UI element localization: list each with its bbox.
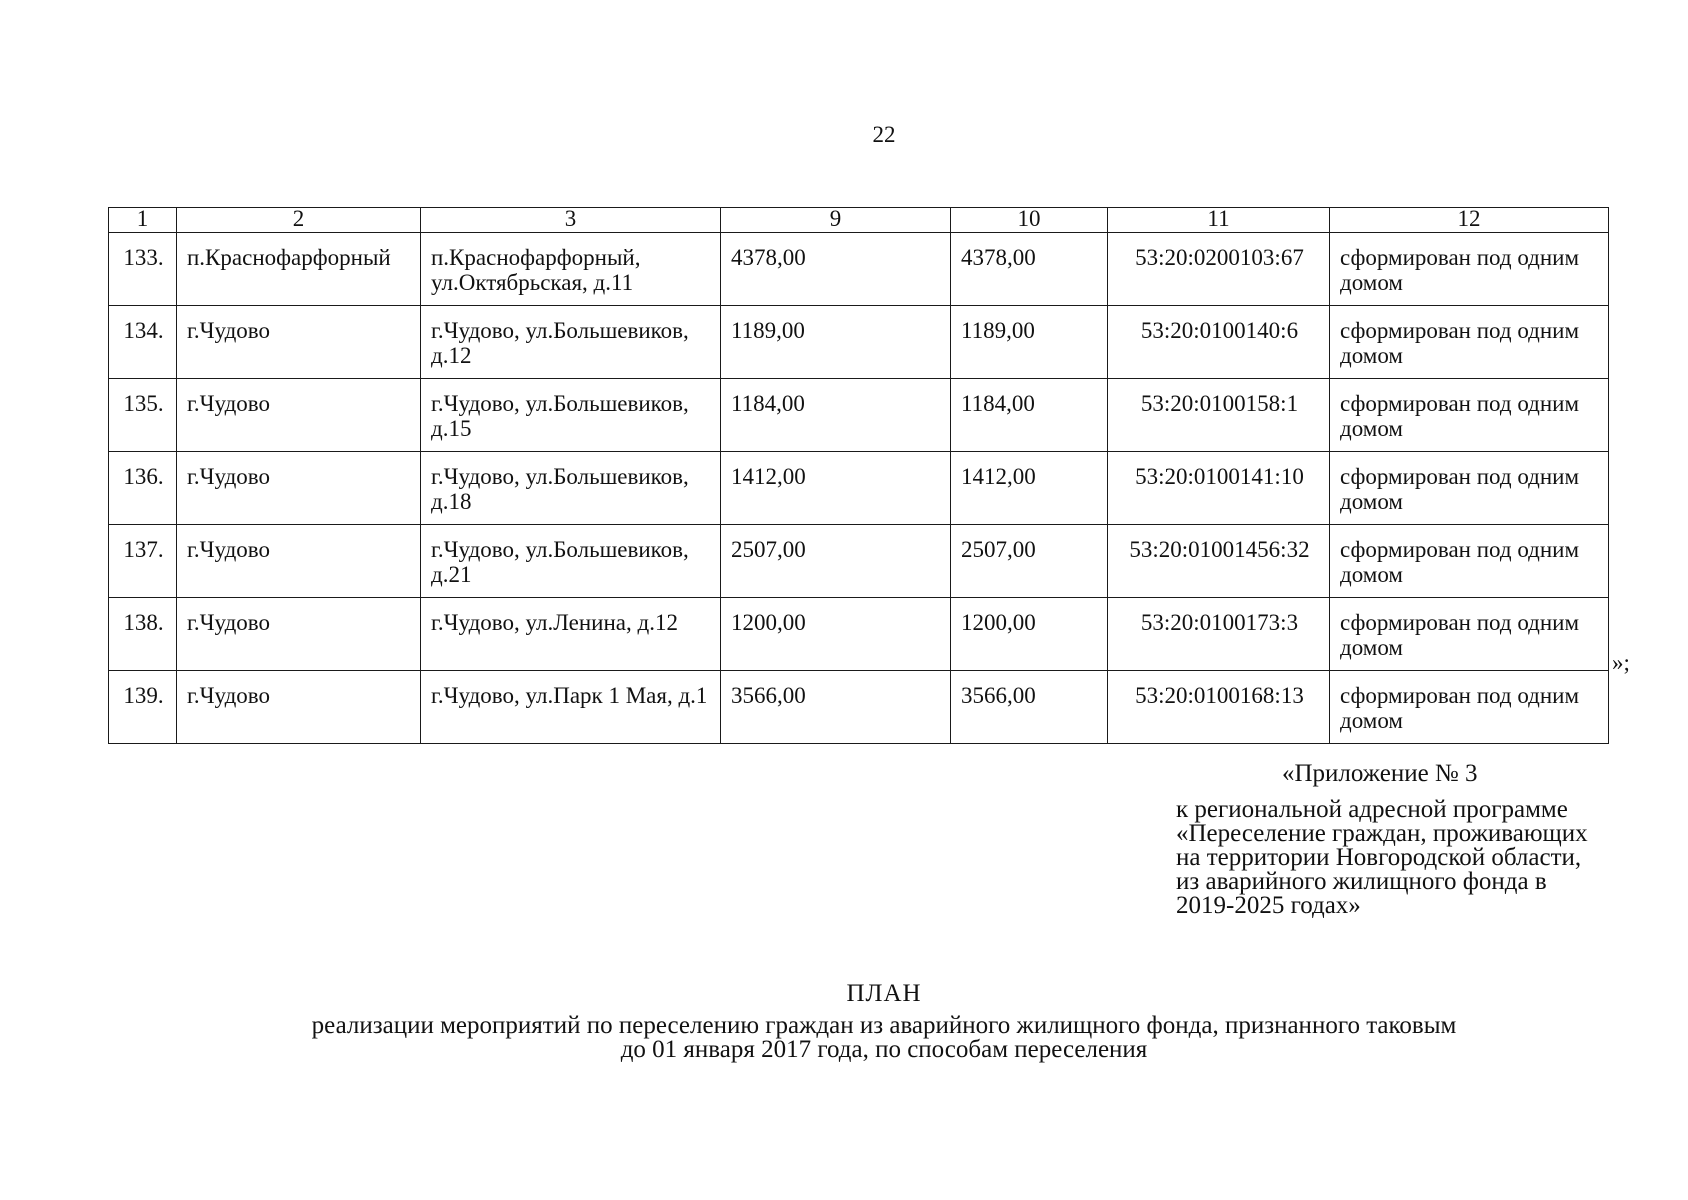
cadastral-number-cell: 53:20:0100140:6 bbox=[1108, 306, 1330, 379]
col9-cell: 3566,00 bbox=[721, 671, 951, 744]
appendix-line: к региональной адресной программе bbox=[1176, 796, 1568, 823]
page-number: 22 bbox=[872, 122, 896, 147]
cadastral-number-cell: 53:20:0200103:67 bbox=[1108, 233, 1330, 306]
status-cell: сформирован под одним домом bbox=[1330, 379, 1609, 452]
cadastral-number-cell: 53:20:0100141:10 bbox=[1108, 452, 1330, 525]
address-cell: п.Краснофарфорный, ул.Октябрьская, д.11 bbox=[421, 233, 721, 306]
cadastral-number-cell: 53:20:0100173:3 bbox=[1108, 598, 1330, 671]
col9-cell: 1189,00 bbox=[721, 306, 951, 379]
col9-cell: 1184,00 bbox=[721, 379, 951, 452]
col10-cell: 2507,00 bbox=[951, 525, 1108, 598]
status-cell: сформирован под одним домом bbox=[1330, 233, 1609, 306]
table-row bbox=[109, 598, 1609, 671]
column-header: 1 bbox=[109, 208, 177, 233]
row-number: 138. bbox=[109, 598, 177, 671]
appendix-line: «Переселение граждан, проживающих bbox=[1176, 820, 1588, 847]
cadastral-number-cell: 53:20:0100168:13 bbox=[1108, 671, 1330, 744]
table-row bbox=[109, 379, 1609, 452]
plan-subtitle bbox=[0, 1014, 1688, 1062]
column-header: 9 bbox=[721, 208, 951, 233]
address-cell: г.Чудово, ул.Большевиков, д.18 bbox=[421, 452, 721, 525]
appendix-line: 2019-2025 годах» bbox=[1176, 892, 1361, 919]
row-number: 135. bbox=[109, 379, 177, 452]
address-cell: г.Чудово, ул.Большевиков, д.12 bbox=[421, 306, 721, 379]
appendix-line: на территории Новгородской области, bbox=[1176, 844, 1582, 871]
column-header: 3 bbox=[421, 208, 721, 233]
row-number: 137. bbox=[109, 525, 177, 598]
status-cell: сформирован под одним домом bbox=[1330, 525, 1609, 598]
address-cell: г.Чудово, ул.Большевиков, д.15 bbox=[421, 379, 721, 452]
col9-cell: 2507,00 bbox=[721, 525, 951, 598]
table-header-row bbox=[109, 208, 1609, 233]
col10-cell: 1200,00 bbox=[951, 598, 1108, 671]
col9-cell: 4378,00 bbox=[721, 233, 951, 306]
cadastral-number-cell: 53:20:0100158:1 bbox=[1108, 379, 1330, 452]
col10-cell: 1184,00 bbox=[951, 379, 1108, 452]
table-row bbox=[109, 306, 1609, 379]
table-row bbox=[109, 525, 1609, 598]
settlement-cell: г.Чудово bbox=[177, 525, 421, 598]
cadastral-number-cell: 53:20:01001456:32 bbox=[1108, 525, 1330, 598]
appendix-description bbox=[1176, 798, 1606, 918]
table-row bbox=[109, 233, 1609, 306]
column-header: 2 bbox=[177, 208, 421, 233]
status-cell: сформирован под одним домом bbox=[1330, 671, 1609, 744]
settlement-cell: г.Чудово bbox=[177, 306, 421, 379]
settlement-cell: п.Краснофарфорный bbox=[177, 233, 421, 306]
row-number: 136. bbox=[109, 452, 177, 525]
plan-title: ПЛАН bbox=[846, 980, 922, 1007]
table-row bbox=[109, 671, 1609, 744]
settlement-cell: г.Чудово bbox=[177, 598, 421, 671]
row-number: 139. bbox=[109, 671, 177, 744]
column-header: 11 bbox=[1108, 208, 1330, 233]
settlement-cell: г.Чудово bbox=[177, 379, 421, 452]
closing-quote-mark: »; bbox=[1612, 650, 1630, 675]
address-cell: г.Чудово, ул.Ленина, д.12 bbox=[421, 598, 721, 671]
address-cell: г.Чудово, ул.Большевиков, д.21 bbox=[421, 525, 721, 598]
col9-cell: 1200,00 bbox=[721, 598, 951, 671]
status-cell: сформирован под одним домом bbox=[1330, 598, 1609, 671]
status-cell: сформирован под одним домом bbox=[1330, 306, 1609, 379]
column-header: 12 bbox=[1330, 208, 1609, 233]
settlement-cell: г.Чудово bbox=[177, 671, 421, 744]
column-header: 10 bbox=[951, 208, 1108, 233]
housing-register-table bbox=[108, 207, 1609, 744]
col9-cell: 1412,00 bbox=[721, 452, 951, 525]
appendix-line: из аварийного жилищного фонда в bbox=[1176, 868, 1547, 895]
table-row bbox=[109, 452, 1609, 525]
row-number: 133. bbox=[109, 233, 177, 306]
row-number: 134. bbox=[109, 306, 177, 379]
status-cell: сформирован под одним домом bbox=[1330, 452, 1609, 525]
address-cell: г.Чудово, ул.Парк 1 Мая, д.1 bbox=[421, 671, 721, 744]
appendix-title: «Приложение № 3 bbox=[1282, 760, 1478, 787]
col10-cell: 1412,00 bbox=[951, 452, 1108, 525]
col10-cell: 1189,00 bbox=[951, 306, 1108, 379]
plan-subtitle-line: до 01 января 2017 года, по способам переселения bbox=[620, 1036, 1148, 1063]
col10-cell: 4378,00 bbox=[951, 233, 1108, 306]
col10-cell: 3566,00 bbox=[951, 671, 1108, 744]
plan-subtitle-line: реализации мероприятий по переселению граждан из аварийного жилищного фонда, признанного таковым bbox=[311, 1012, 1457, 1039]
settlement-cell: г.Чудово bbox=[177, 452, 421, 525]
